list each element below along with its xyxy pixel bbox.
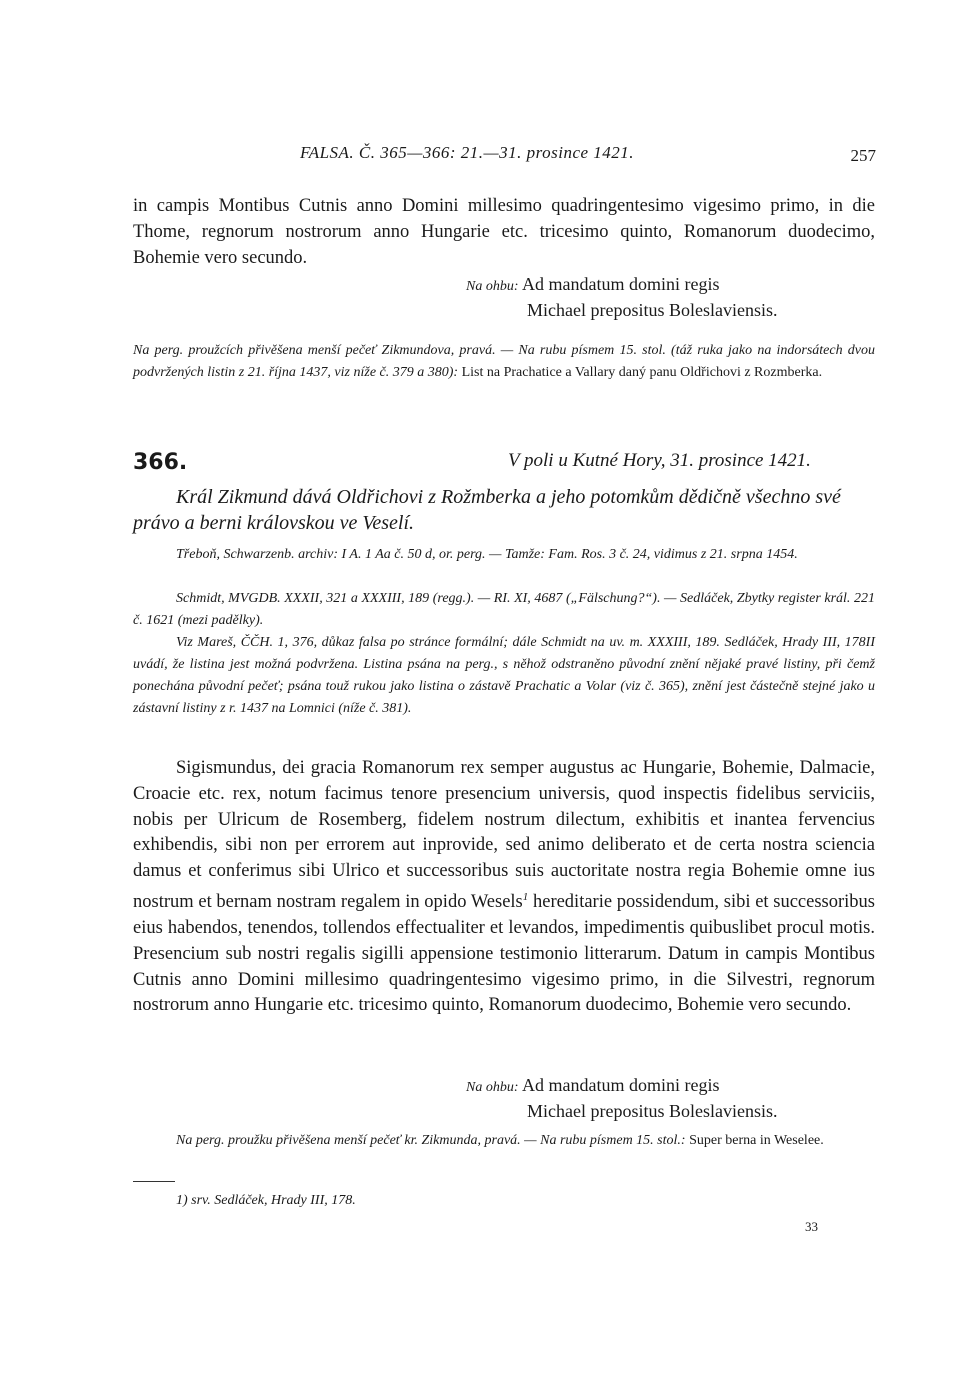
body-text-part1: Sigismundus, dei gracia Romanorum rex semper augustus ac Hungarie, Bohemie, Dalmacie, Croacie etc. rex, notum facimus tenore presencium universis, quod inspectis fidelibus serviciis, nobis per Ulricum de Rosemberg, fidelem nostrum dilectum, exhibitis et inantea fervencius exhibendis, sibi non per errorem aut inprovide, sed animo deliberato et de certa nostra sciencia damus et conferimus sibi Ulrico et successoribus suis auctoritate nostra regia Bohemie omne ius nostrum et bernam nostram regalem in opido Wesels [133, 758, 875, 913]
endorsement-text: Ad mandatum domini regis [522, 1075, 720, 1095]
note-roman: Super berna in Weselee. [689, 1133, 824, 1148]
footnote-marker: 1 [522, 890, 529, 903]
note-italic: Na perg. proužku přivěšena menší pečeť kr. Zikmunda, pravá. — Na rubu písmem 15. stol.: [176, 1133, 686, 1148]
source-note-3: Viz Mareš, ČČH. 1, 376, důkaz falsa po stránce formální; dále Schmidt na uv. m. XXXIII, 189. Sedláček, Hrady III, 178II uvádí, že listina jest možná podvržena. Listina psána na perg., s něhož odstraněno původní znění nějaké pravé listiny, při čemž ponechána původní pečeť; psána touž rukou jako listina o zástavě Prachatic a Volar (viz č. 365), znění jest částečně stejné jako u zástavní listiny z r. 1437 na Lomnici (níže č. 381). [133, 635, 875, 716]
note-roman: List na Prachatice a Vallary daný panu Oldřichovi z Rozmberka. [461, 365, 823, 380]
doc366-endorsement-line2: Michael prepositus Boleslaviensis. [527, 1101, 778, 1121]
source-note-1: Třeboň, Schwarzenb. archiv: I A. 1 Aa č. 50 d, or. perg. — Tamže: Fam. Ros. 3 č. 24, vidimus z 21. srpna 1454. [176, 547, 798, 562]
running-header [300, 143, 880, 163]
regest-text: Král Zikmund dává Oldřichovi z Rožmberka a jeho potomkům dědičně všechno své právo a berni královskou ve Veselí. [133, 486, 841, 534]
endorsement-label: Na ohbu: [466, 1080, 519, 1095]
doc366-archival-note [133, 1130, 875, 1152]
document-body-latin [133, 756, 875, 1019]
footnote: 1) srv. Sedláček, Hrady III, 178. [176, 1193, 356, 1208]
doc365-closing-text: in campis Montibus Cutnis anno Domini millesimo quadringentesimo vigesimo primo, in die Thome, regnorum nostrorum anno Hungarie etc. tricesimo quinto, Romanorum duodecimo, Bohemie vero secundo. [133, 196, 875, 268]
printer-signature-mark: 33 [805, 1219, 818, 1234]
note-italic: Na perg. proužcích přivěšena menší pečeť Zikmundova, pravá. — Na rubu písmem 15. stol. (táž ruka jako na indorsátech dvou podvržených listin z 21. října 1437, viz níže č. 379 a 380): [133, 343, 875, 380]
doc365-endorsement-line2: Michael prepositus Boleslaviensis. [527, 300, 778, 320]
body-text-part2: hereditarie possidendum, sibi et successoribus eius habendos, tenendos, tollendos effectualiter et levandos, impedimentis quibuslibet procul motis. Presencium sub nostri regalis sigilli appensione testimonio litterarum. Datum in campis Montibus Cutnis anno Domini millesimo quadringentesimo vigesimo primo, in die Silvestri, regnorum nostrorum anno Hungarie etc. tricesimo quinto, Romanorum duodecimo, Bohemie vero secundo. [133, 892, 875, 1016]
source-note-2: Schmidt, MVGDB. XXXII, 321 a XXXIII, 189 (regg.). — RI. XI, 4687 („Fälschung?“). — Sedláček, Zbytky register král. 221 č. 1621 (mezi padělky). [133, 591, 875, 628]
running-title: FALSA. Č. 365—366: 21.—31. prosince 1421. [300, 143, 635, 162]
document-number: 366. [133, 450, 188, 475]
endorsement-label: Na ohbu: [466, 279, 519, 294]
document-place-date: V poli u Kutné Hory, 31. prosince 1421. [508, 450, 811, 471]
document-regest [133, 484, 876, 536]
doc365-archival-note [133, 340, 875, 384]
page-number: 257 [850, 146, 876, 165]
doc366-endorsement-line1 [466, 1072, 720, 1101]
endorsement-text: Ad mandatum domini regis [522, 274, 720, 294]
doc365-endorsement-line1 [466, 271, 720, 300]
footnote-separator [133, 1181, 175, 1182]
